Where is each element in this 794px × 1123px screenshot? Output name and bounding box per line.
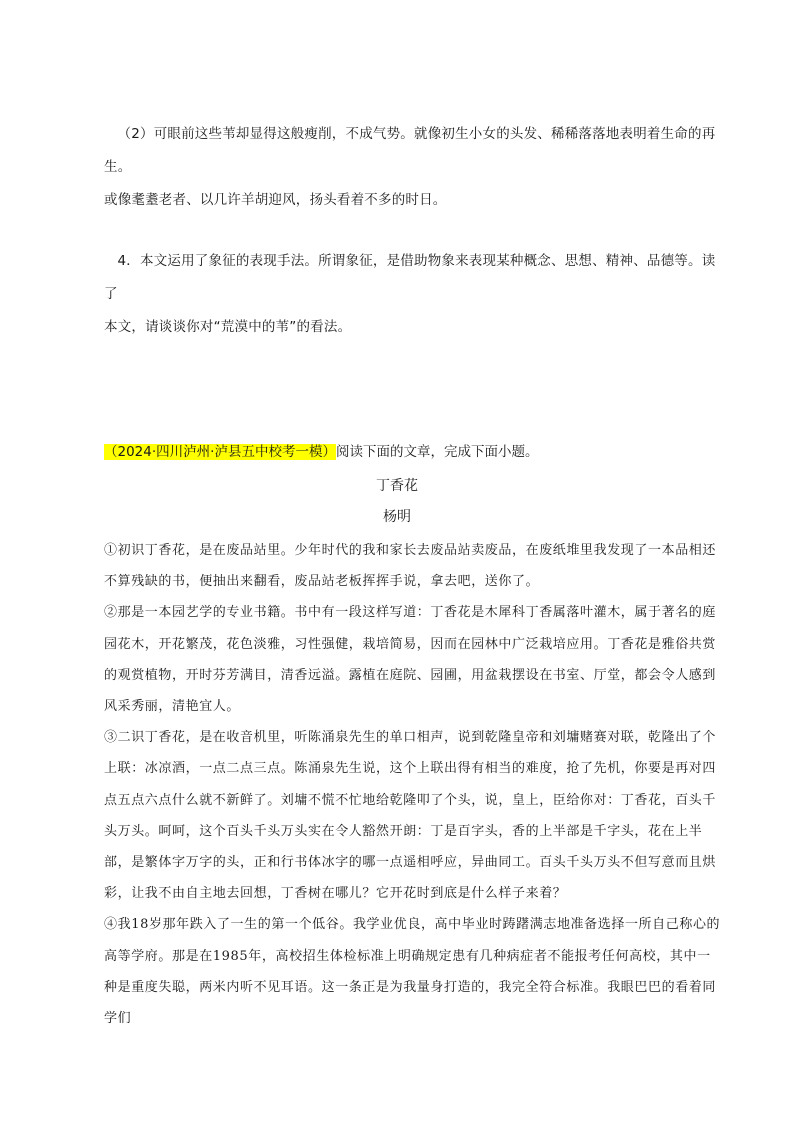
article-title: 丁香花 xyxy=(376,478,418,494)
article-paragraph-2: ②那是一本园艺学的专业书籍。书中有一段这样写道：丁香花是木犀科丁香属落叶灌木，属于著名的庭园花木，开花繁茂，花色淡雅，习性强健，栽培简易，因而在园林中广泛栽培应用。丁香花是雅俗共赏的观赏植物，开时芬芳满目，清香远溢。露植在庭院、园圃，用盆栽摆设在书室、厅堂，都会令人感到风采秀丽，清艳宜人。 xyxy=(104,605,717,715)
article-paragraph-1: ①初识丁香花，是在废品站里。少年时代的我和家长去废品站卖废品，在废纸堆里我发现了一本品相还不算残缺的书，便抽出来翻看，废品站老板挥挥手说，拿去吧，送你了。 xyxy=(104,543,717,590)
reading-source-line xyxy=(104,440,724,464)
article-paragraph-3: ③二识丁香花，是在收音机里，听陈涌泉先生的单口相声，说到乾隆皇帝和刘墉赌赛对联，乾隆出了个上联：冰凉酒，一点二点三点。陈涌泉先生说，这个上联出得有相当的难度，抢了先机，你要是再对四点五点六点什么就不新鲜了。刘墉不慌不忙地给乾隆叩了个头，说，皇上，臣给你对：丁香花，百头千头万头。呵呵，这个百头千头万头实在令人豁然开朗：丁是百字头，香的上半部是千字头，花在上半部，是繁体字万字的头，正和行书体冰字的哪一点遥相呼应，异曲同工。百头千头万头不但写意而且烘彩，让我不由自主地去回想，丁香树在哪儿？它开花时到底是什么样子来着？ xyxy=(104,730,717,902)
reading-instruction: 阅读下面的文章，完成下面小题。 xyxy=(335,444,539,460)
question-4 xyxy=(104,245,724,344)
q4-line-2: 本文，请谈谈你对“荒漠中的苇”的看法。 xyxy=(104,319,352,335)
article-paragraph-4: ④我18岁那年跌入了一生的第一个低谷。我学业优良，高中毕业时踌躇满志地准备选择一所自己称心的高等学府。那是在1985年，高校招生体检标准上明确规定患有几种病症者不能报考任何高校，其中一种是重度失聪，两米内听不见耳语。这一条正是为我量身打造的，我完全符合标准。我眼巴巴的看着同学们 xyxy=(104,917,721,1027)
q3-part2-line-2: 或像耄耋老者、以几许羊胡迎风，扬头看着不多的时日。 xyxy=(104,192,447,208)
q4-line-1: 4．本文运用了象征的表现手法。所谓象征，是借助物象来表现某种概念、思想、精神、品德等。读了 xyxy=(104,253,716,302)
source-tag: （2024·四川泸州·泸县五中校考一模） xyxy=(104,444,336,460)
article-author: 杨明 xyxy=(383,509,411,525)
q3-part2-line-1: （2）可眼前这些苇却显得这般瘦削，不成气势。就像初生小女的头发、稀稀落落地表明着生命的再生。 xyxy=(104,126,716,175)
question-3-part-2 xyxy=(104,118,724,217)
article-body xyxy=(104,535,724,1034)
